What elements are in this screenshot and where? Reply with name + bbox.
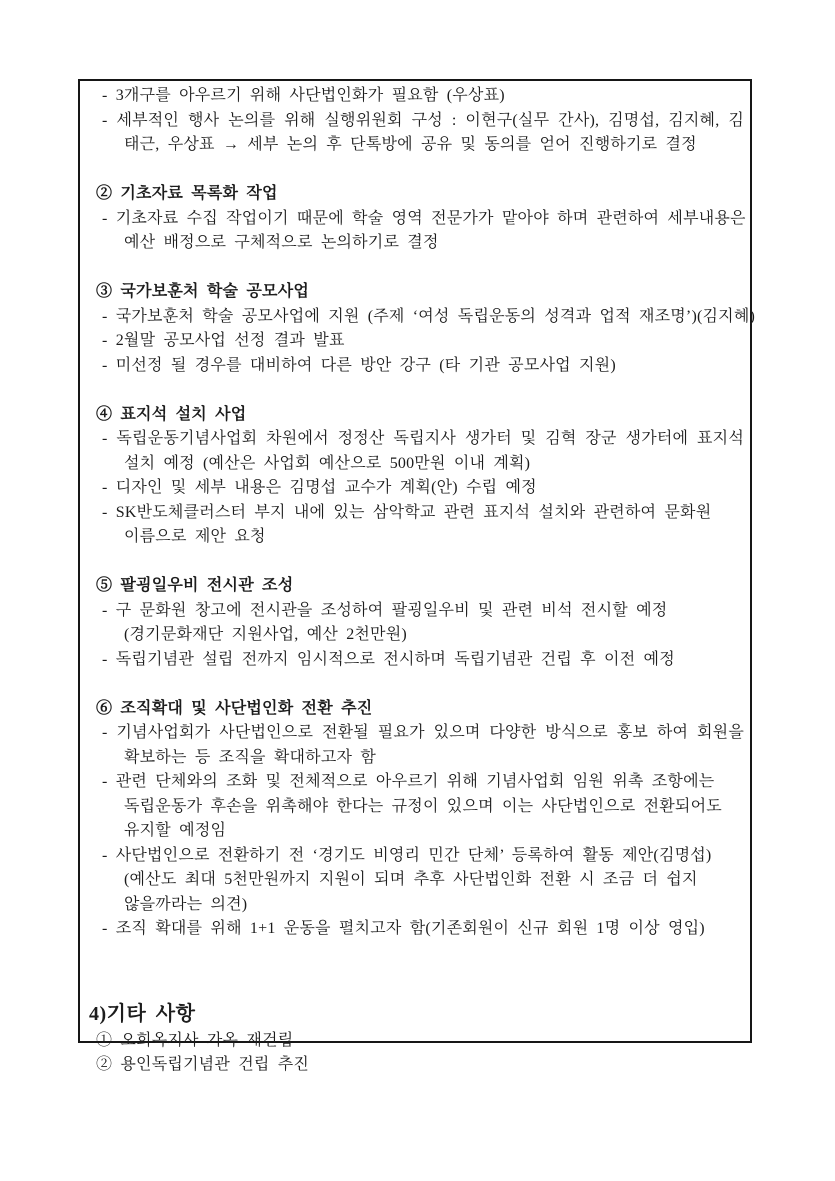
document-border-box (78, 79, 756, 1073)
bullet-continuation-line: 태근, 우상표 → 세부 논의 후 단톡방에 공유 및 동의를 얻어 진행하기로 결정 (124, 136, 697, 153)
bullet-line: - 사단법인으로 전환하기 전 ‘경기도 비영리 민간 단체’ 등록하여 활동 제안(김명섭) (102, 846, 712, 864)
bullet-line: - 기념사업회가 사단법인으로 전환될 필요가 있으며 다양한 방식으로 홍보 하여 회원을 (102, 724, 744, 741)
bullet-continuation-line: 예산 배정으로 구체적으로 논의하기로 결정 (124, 234, 439, 251)
section-heading: ③ 국가보훈처 학술 공모사업 (96, 283, 310, 300)
bullet-line: - 구 문화원 창고에 전시관을 조성하여 팔굉일우비 및 관련 비석 전시할 예정 (102, 601, 668, 619)
section-heading: ⑤ 팔굉일우비 전시관 조성 (96, 577, 294, 594)
bullet-continuation-line: 이름으로 제안 요청 (124, 528, 266, 545)
bullet-line: - 세부적인 행사 논의를 위해 실행위원회 구성 : 이현구(실무 간사), 김명섭, 김지혜, 김 (102, 111, 744, 129)
bullet-line: - 독립운동기념사업회 차원에서 정정산 독립지사 생가터 및 김혁 장군 생가터에 표지석 (102, 430, 744, 447)
bullet-line: - 국가보훈처 학술 공모사업에 지원 (주제 ‘여성 독립운동의 성격과 업적 재조명’)(김지혜) (102, 307, 756, 325)
spacer (80, 256, 750, 281)
bullet-line: - 3개구를 아우르기 위해 사단법인화가 필요함 (우상표) (102, 87, 505, 104)
bullet-line: - 관련 단체와의 조화 및 전체적으로 아우르기 위해 기념사업회 임원 위촉 조항에는 (102, 773, 715, 790)
numbered-item: ② 용인독립기념관 건립 추진 (96, 1056, 310, 1073)
section-heading: ② 기초자료 목록화 작업 (96, 185, 278, 202)
spacer (80, 966, 750, 991)
bullet-continuation-line: (예산도 최대 5천만원까지 지원이 되며 추후 사단법인화 전환 시 조금 더 쉽지 (124, 871, 698, 888)
bullet-continuation-line: 설치 예정 (예산은 사업회 예산으로 500만원 이내 계획) (124, 454, 531, 472)
bullet-continuation-line: 유지할 예정임 (124, 822, 227, 839)
numbered-item: ① 오희옥지사 가옥 재건립 (96, 1031, 294, 1049)
section-heading: ④ 표지석 설치 사업 (96, 405, 247, 423)
bullet-continuation-line: 않을까라는 의견) (124, 895, 248, 913)
bullet-line: - 2월말 공모사업 선정 결과 발표 (102, 332, 345, 349)
bullet-line: - 기초자료 수집 작업이기 때문에 학술 영역 전문가가 맡아야 하며 관련하여 세부내용은 (102, 209, 746, 227)
spacer (80, 378, 750, 403)
bullet-line: - 디자인 및 세부 내용은 김명섭 교수가 계획(안) 수립 예정 (102, 479, 537, 496)
spacer (80, 942, 750, 967)
section-heading: ⑥ 조직확대 및 사단법인화 전환 추진 (96, 699, 373, 717)
spacer (80, 158, 750, 183)
bullet-line: - SK반도체클러스터 부지 내에 있는 삼악학교 관련 표지석 설치와 관련하여 문화원 (102, 503, 712, 521)
bullet-line: - 미선정 될 경우를 대비하여 다른 방안 강구 (타 기관 공모사업 지원) (102, 356, 616, 374)
major-heading: 4)기타 사항 (89, 1002, 196, 1025)
bullet-line: - 조직 확대를 위해 1+1 운동을 펼치고자 함(기존회원이 신규 회원 1명 이상 영입) (102, 920, 705, 937)
bullet-continuation-line: 독립운동가 후손을 위촉해야 한다는 규정이 있으며 이는 사단법인으로 전환되어도 (124, 797, 722, 815)
bullet-continuation-line: (경기문화재단 지원사업, 예산 2천만원) (124, 626, 407, 643)
bullet-continuation-line: 확보하는 등 조직을 확대하고자 함 (124, 748, 376, 766)
document-body (80, 84, 756, 1078)
spacer (80, 550, 750, 575)
bullet-line: - 독립기념관 설립 전까지 임시적으로 전시하며 독립기념관 건립 후 이전 예정 (102, 650, 675, 668)
spacer (80, 672, 750, 697)
